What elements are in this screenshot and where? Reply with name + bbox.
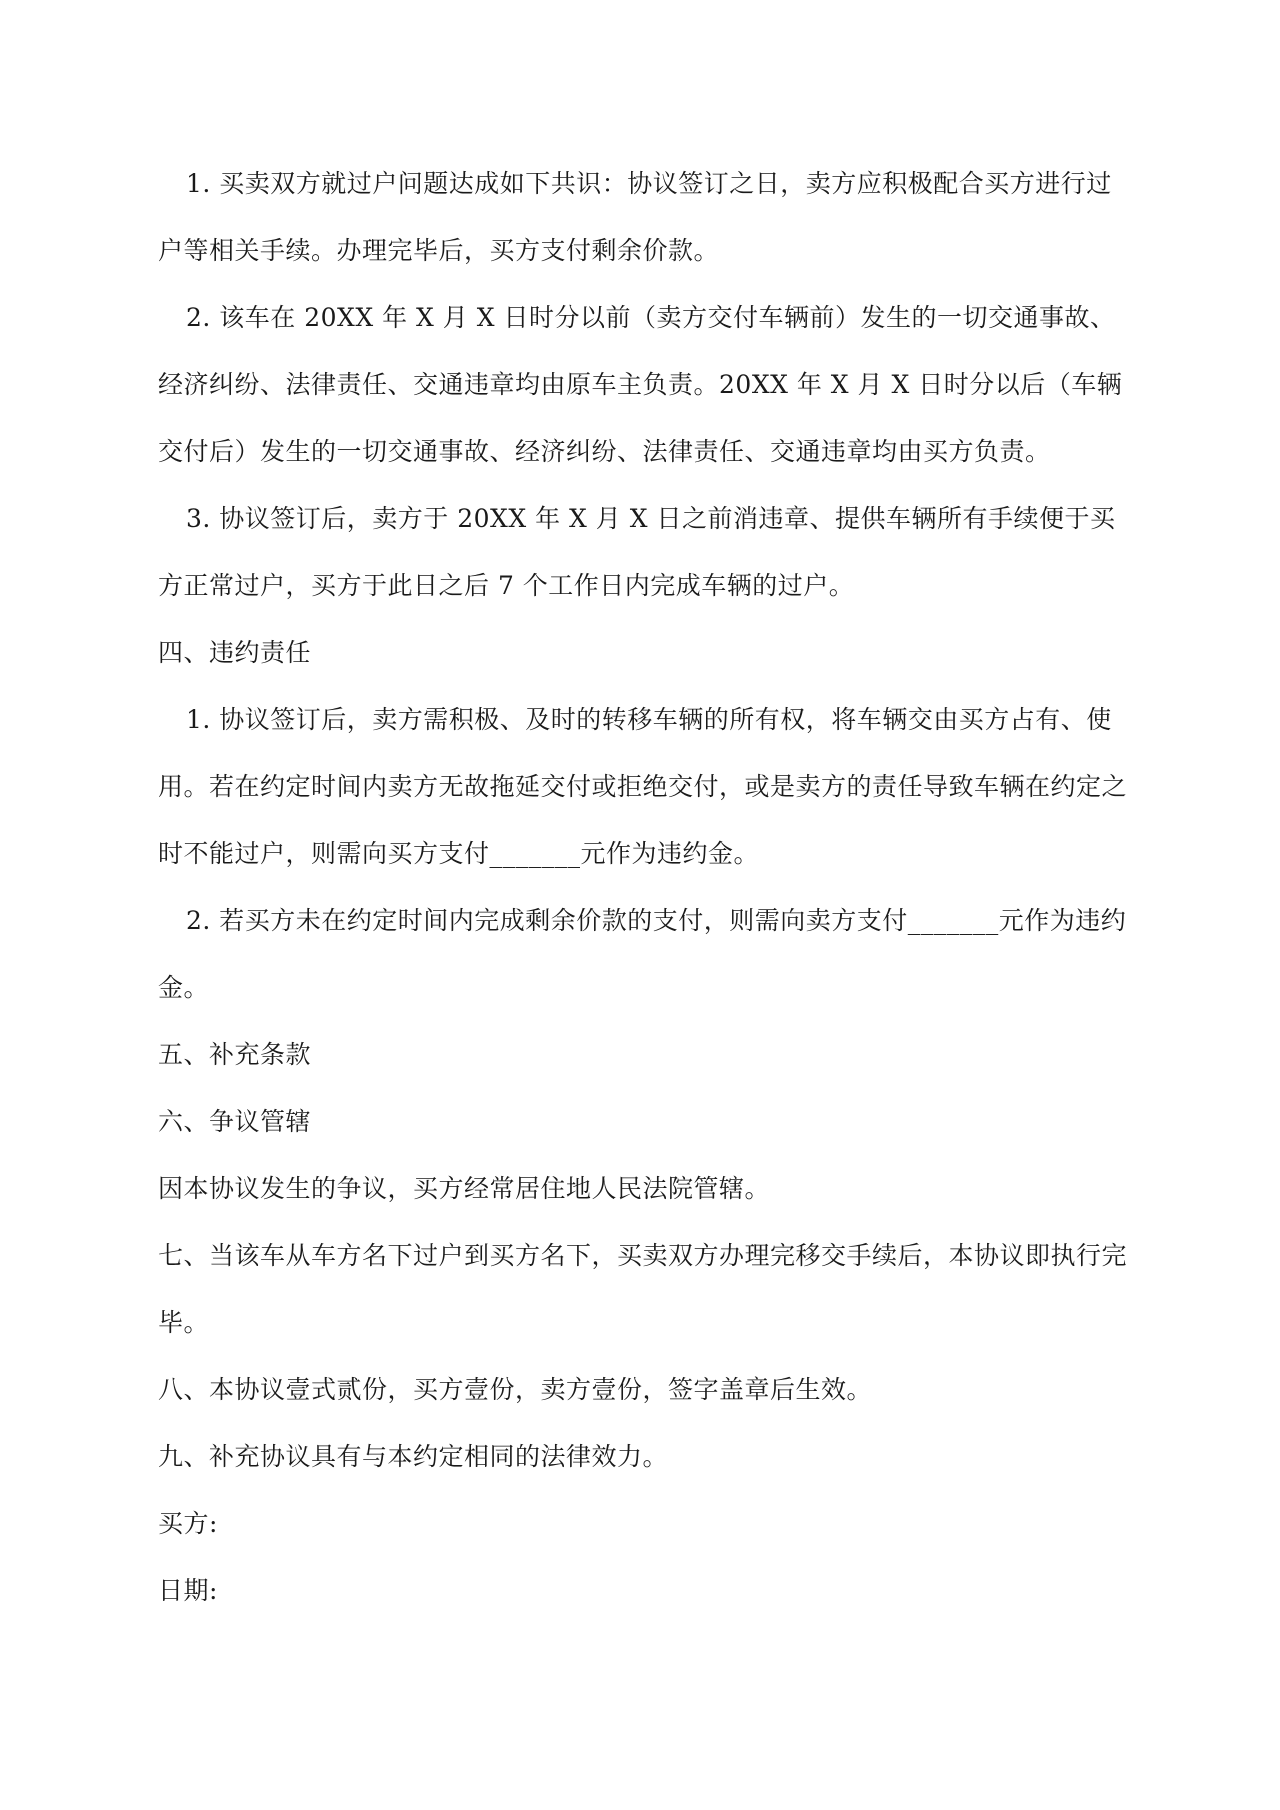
section-5-heading: 五、补充条款 — [158, 1040, 312, 1069]
section-7: 七、当该车从车方名下过户到买方名下，买卖双方办理完移交手续后，本协议即执行完毕。 — [158, 1241, 1128, 1337]
document-body — [158, 150, 1128, 1624]
clause-4-1: 1. 协议签订后，卖方需积极、及时的转移车辆的所有权，将车辆交由买方占有、使用。若在约定时间内卖方无故拖延交付或拒绝交付，或是卖方的责任导致车辆在约定之时不能过户，则需向买方支付_______元作为违约金。 — [158, 705, 1128, 868]
buyer-label: 买方: — [158, 1509, 218, 1538]
clause-3-3: 3. 协议签订后，卖方于 20XX 年 X 月 X 日之前消违章、提供车辆所有手续便于买方正常过户，买方于此日之后 7 个工作日内完成车辆的过户。 — [158, 504, 1116, 600]
date-label: 日期: — [158, 1576, 218, 1605]
section-9: 九、补充协议具有与本约定相同的法律效力。 — [158, 1442, 669, 1471]
section-8: 八、本协议壹式贰份，买方壹份，卖方壹份，签字盖章后生效。 — [158, 1375, 873, 1404]
clause-3-2: 2. 该车在 20XX 年 X 月 X 日时分以前（卖方交付车辆前）发生的一切交通事故、经济纠纷、法律责任、交通违章均由原车主负责。20XX 年 X 月 X 日时分以后（车辆交付后）发生的一切交通事故、经济纠纷、法律责任、交通违章均由买方负责。 — [158, 303, 1123, 466]
clause-4-2: 2. 若买方未在约定时间内完成剩余价款的支付，则需向卖方支付_______元作为违约金。 — [158, 906, 1127, 1002]
clause-6-text: 因本协议发生的争议，买方经常居住地人民法院管辖。 — [158, 1174, 771, 1203]
section-6-heading: 六、争议管辖 — [158, 1107, 312, 1136]
clause-3-1: 1. 买卖双方就过户问题达成如下共识：协议签订之日，卖方应积极配合买方进行过户等相关手续。办理完毕后，买方支付剩余价款。 — [158, 169, 1112, 265]
section-4-heading: 四、违约责任 — [158, 638, 312, 667]
